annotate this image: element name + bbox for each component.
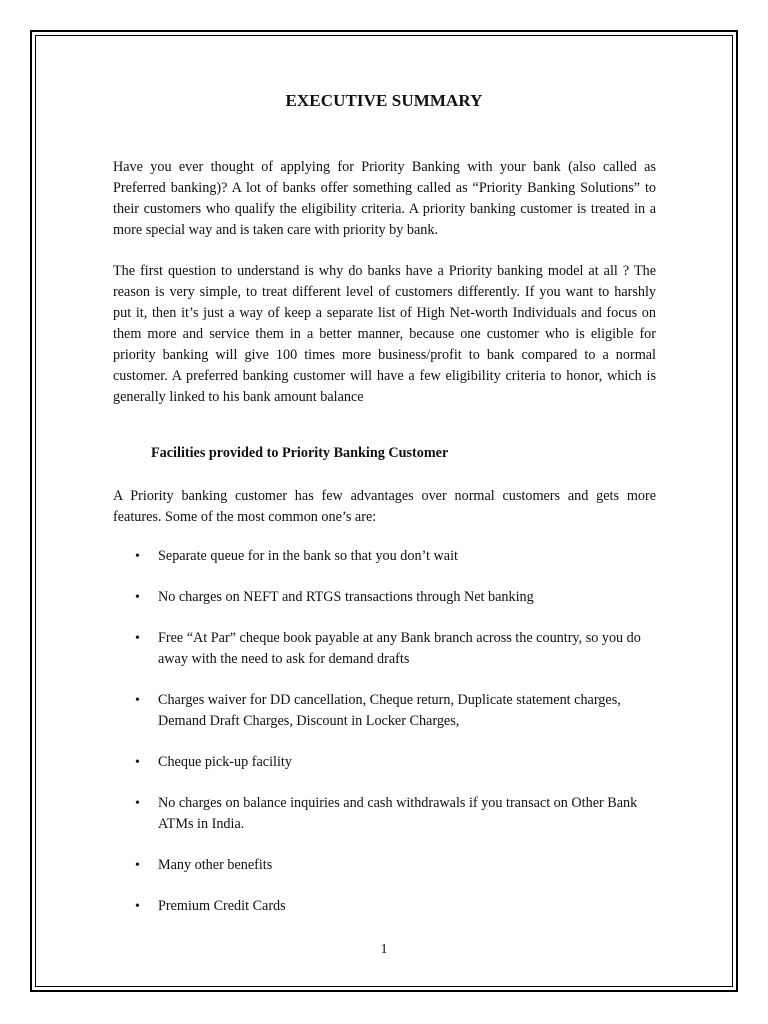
section-heading: Facilities provided to Priority Banking Customer bbox=[151, 445, 449, 461]
bullet-icon: • bbox=[135, 858, 140, 873]
list-item bbox=[113, 896, 656, 917]
list-item-text: Separate queue for in the bank so that you don’t wait bbox=[158, 548, 458, 564]
list-item-text: Cheque pick-up facility bbox=[158, 754, 292, 770]
list-item-text: Premium Credit Cards bbox=[158, 898, 286, 914]
list-item bbox=[113, 628, 656, 670]
paragraph-advantages: A Priority banking customer has few advantages over normal customers and gets more features. Some of the most common one’s are: bbox=[113, 488, 656, 525]
list-item bbox=[113, 690, 656, 732]
list-item bbox=[113, 752, 656, 773]
list-item bbox=[113, 855, 656, 876]
list-item-text: No charges on balance inquiries and cash withdrawals if you transact on Other Bank ATMs in India. bbox=[158, 795, 638, 832]
list-item bbox=[113, 793, 656, 835]
list-item-text: Many other benefits bbox=[158, 857, 273, 873]
bullet-icon: • bbox=[135, 549, 140, 564]
paragraph-intro: Have you ever thought of applying for Priority Banking with your bank (also called as Preferred banking)? A lot of banks offer something called as “Priority Banking Solutions” to their customers who qualify the eligibility criteria. A priority banking customer is treated in a more special way and is taken care with priority by bank. bbox=[113, 159, 656, 238]
bullet-icon: • bbox=[135, 796, 140, 811]
bullet-icon: • bbox=[135, 693, 140, 708]
list-item bbox=[113, 587, 656, 608]
list-item bbox=[113, 546, 656, 567]
page-number: 1 bbox=[380, 942, 388, 957]
page-title: EXECUTIVE SUMMARY bbox=[285, 91, 483, 110]
list-item-text: No charges on NEFT and RTGS transactions through Net banking bbox=[158, 589, 534, 605]
list-item-text: Charges waiver for DD cancellation, Cheque return, Duplicate statement charges, Demand Draft Charges, Discount in Locker Charges, bbox=[158, 692, 621, 729]
bullet-icon: • bbox=[135, 899, 140, 914]
bullet-icon: • bbox=[135, 631, 140, 646]
paragraph-model: The first question to understand is why do banks have a Priority banking model at all ? The reason is very simple, to treat different level of customers differently. If you want to harshly put it, then it’s just a way of keep a separate list of High Net-worth Individuals and focus on them more and service them in a better manner, because one customer who is eligible for priority banking will give 100 times more business/profit to bank compared to a normal customer. A preferred banking customer will have a few eligibility criteria to honor, which is generally linked to his bank amount balance bbox=[113, 263, 656, 405]
bullet-icon: • bbox=[135, 590, 140, 605]
list-item-text: Free “At Par” cheque book payable at any Bank branch across the country, so you do away with the need to ask for demand drafts bbox=[158, 630, 641, 667]
benefits-list bbox=[113, 546, 656, 937]
bullet-icon: • bbox=[135, 755, 140, 770]
